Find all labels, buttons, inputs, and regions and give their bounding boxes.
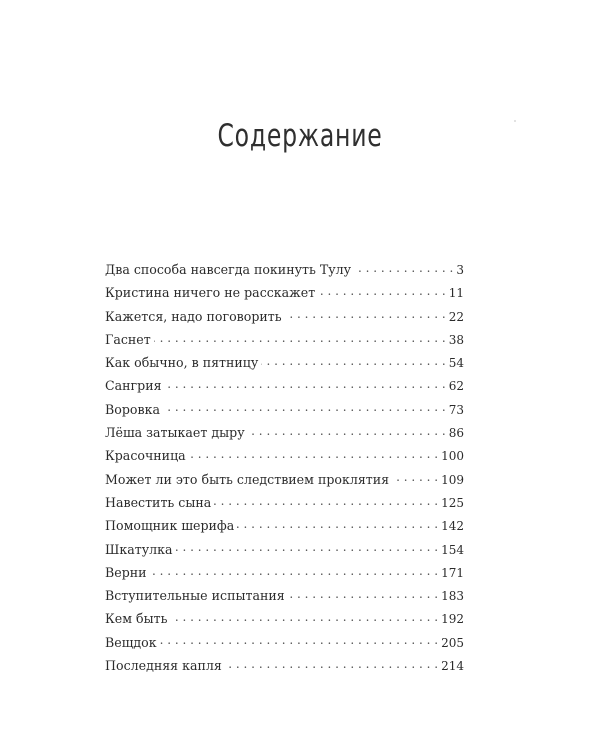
- leader-dots: [392, 474, 438, 484]
- toc-entry-title: Красочница: [105, 448, 186, 464]
- toc-entry: [105, 374, 464, 397]
- leader-dots: [154, 335, 446, 345]
- toc-entry-title: Кем быть: [105, 611, 168, 627]
- leader-dots: [288, 591, 438, 601]
- toc-entry-page: 171: [441, 565, 464, 580]
- toc-entry: [105, 328, 464, 351]
- toc-entry-page: 73: [448, 402, 464, 417]
- leader-dots: [189, 451, 438, 461]
- toc-entry-page: 125: [441, 495, 464, 510]
- toc-entry-title: Сангрия: [105, 378, 162, 394]
- toc-entry: [105, 491, 464, 514]
- toc-entry-page: 22: [448, 309, 464, 324]
- toc-entry: [105, 607, 464, 630]
- page-title: Содержание: [217, 118, 383, 154]
- toc-entry: [105, 561, 464, 584]
- toc-entry-title: Лёша затыкает дыру: [105, 425, 245, 441]
- toc-entry-title: Верни: [105, 564, 147, 580]
- toc-entry-title: Шкатулка: [105, 541, 173, 557]
- toc-entry-title: Кристина ничего не расскажет: [105, 285, 316, 301]
- leader-dots: [237, 521, 438, 531]
- toc-entry-page: 54: [448, 356, 464, 371]
- toc-entry-title: Воровка: [105, 401, 160, 417]
- toc-entry-page: 11: [448, 286, 464, 301]
- toc-entry-page: 183: [441, 589, 464, 604]
- toc-entry: [105, 538, 464, 561]
- toc-entry: [105, 398, 464, 421]
- toc-entry-title: Вступительные испытания: [105, 588, 285, 604]
- toc-entry: [105, 584, 464, 607]
- toc-entry-page: 100: [441, 449, 464, 464]
- toc-entry-title: Вещдок: [105, 634, 157, 650]
- toc-entry-page: 154: [441, 542, 464, 557]
- leader-dots: [354, 265, 453, 275]
- toc-entry: [105, 351, 464, 374]
- toc-entry: [105, 468, 464, 491]
- leader-dots: [176, 544, 439, 554]
- table-of-contents: [105, 258, 464, 677]
- toc-entry-page: 3: [456, 263, 464, 277]
- toc-entry-title: Помощник шерифа: [105, 518, 235, 534]
- toc-entry: [105, 258, 464, 281]
- toc-entry-title: Как обычно, в пятницу: [105, 355, 259, 371]
- toc-entry-page: 192: [441, 612, 464, 627]
- leader-dots: [165, 381, 446, 391]
- leader-dots: [214, 498, 438, 508]
- leader-dots: [261, 358, 445, 368]
- toc-entry-page: 214: [441, 659, 464, 674]
- toc-entry-page: 142: [441, 519, 464, 534]
- leader-dots: [150, 568, 439, 578]
- leader-dots: [248, 428, 446, 438]
- toc-entry-title: Последняя капля: [105, 658, 222, 674]
- toc-entry: [105, 631, 464, 654]
- leader-dots: [163, 404, 446, 414]
- leader-dots: [318, 288, 446, 298]
- toc-entry: [105, 514, 464, 537]
- leader-dots: [285, 311, 446, 321]
- toc-entry-title: Навестить сына: [105, 494, 212, 510]
- toc-entry: [105, 654, 464, 677]
- toc-entry-page: 86: [448, 426, 464, 441]
- toc-entry-page: 62: [448, 379, 464, 394]
- speck: [514, 120, 516, 122]
- toc-entry-page: 109: [441, 472, 464, 487]
- leader-dots: [170, 614, 438, 624]
- toc-entry: [105, 305, 464, 328]
- toc-entry: [105, 444, 464, 467]
- toc-entry: [105, 281, 464, 304]
- toc-entry-title: Кажется, надо поговорить: [105, 308, 282, 324]
- toc-entry-title: Может ли это быть следствием проклятия: [105, 471, 390, 487]
- leader-dots: [160, 637, 438, 647]
- toc-entry: [105, 421, 464, 444]
- toc-entry-page: 38: [448, 332, 464, 347]
- leader-dots: [225, 661, 438, 671]
- toc-entry-title: Гаснет: [105, 331, 151, 347]
- toc-entry-title: Два способа навсегда покинуть Тулу: [105, 262, 352, 277]
- toc-entry-page: 205: [441, 635, 464, 650]
